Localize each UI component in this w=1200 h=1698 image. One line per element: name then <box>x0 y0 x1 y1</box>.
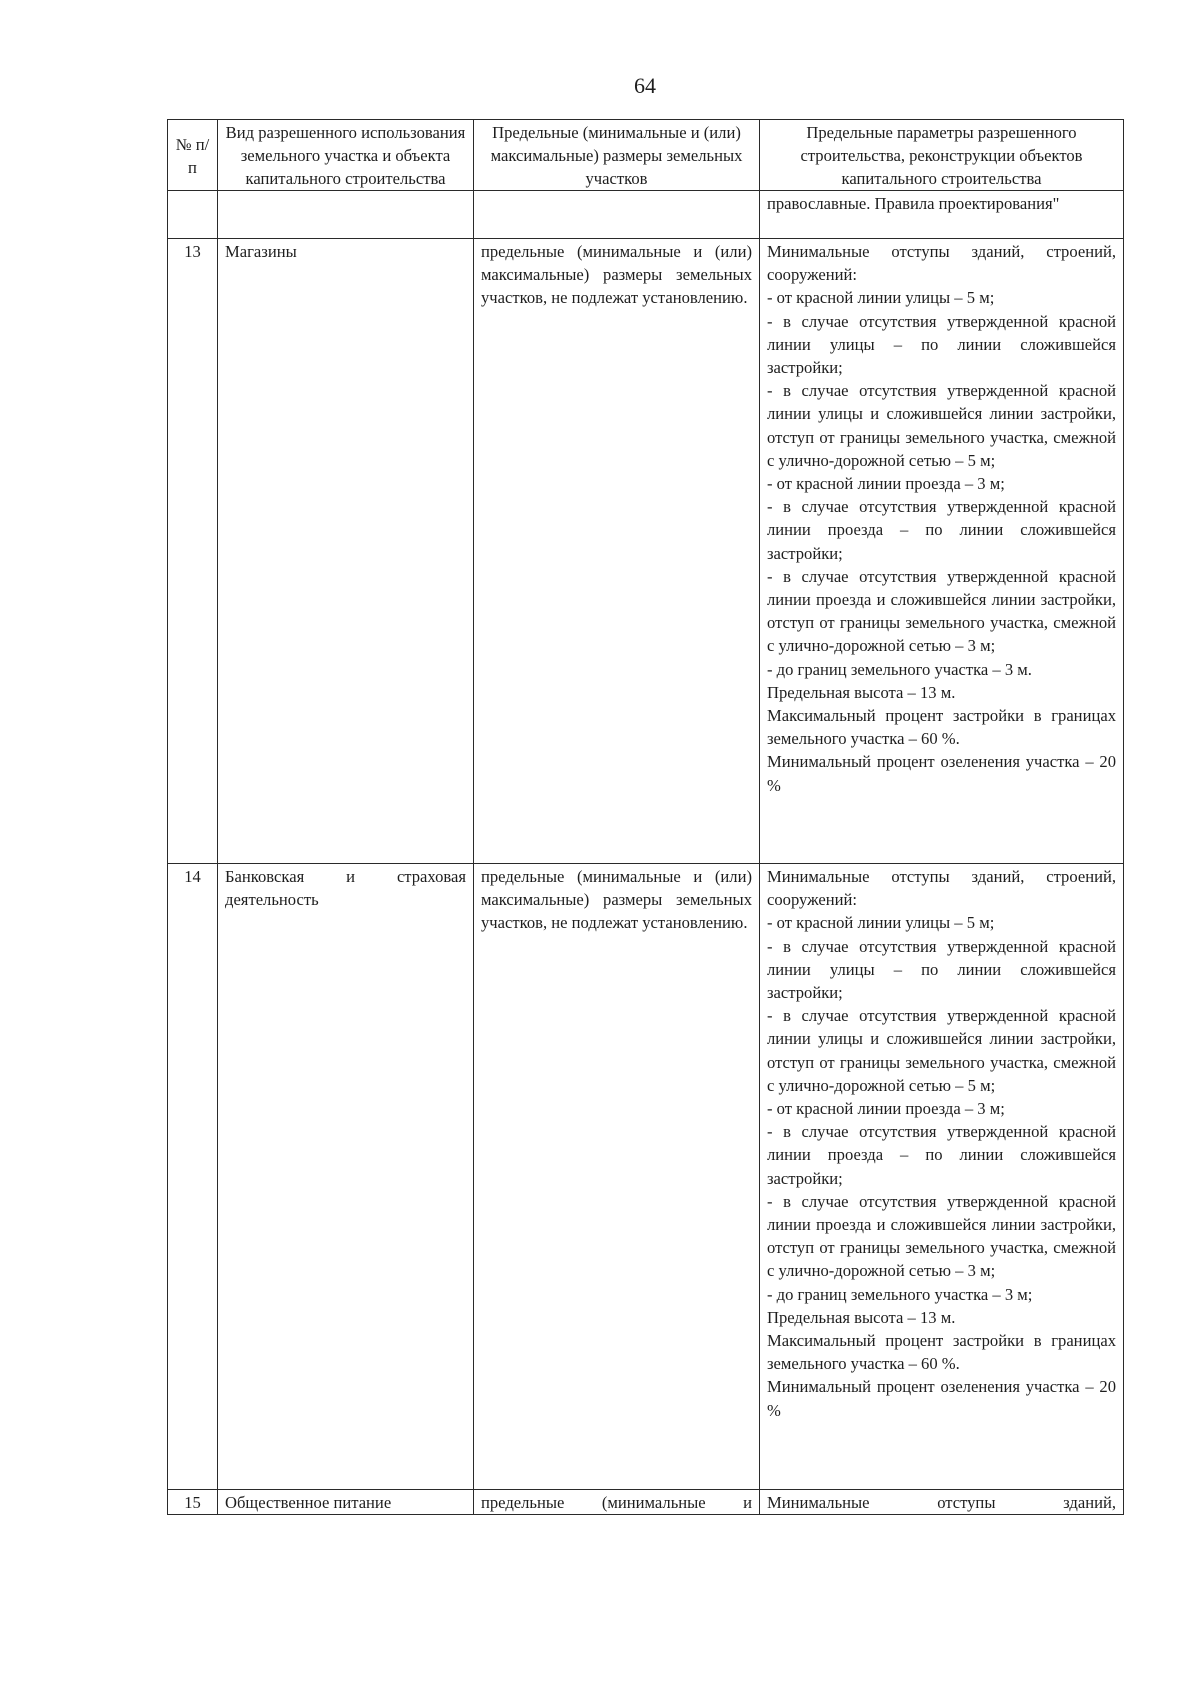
cell-empty <box>168 191 218 239</box>
params-line: Предельная высота – 13 м. <box>767 682 956 702</box>
cell-num: 14 <box>168 864 218 1490</box>
params-line: Предельная высота – 13 м. <box>767 1307 956 1327</box>
zoning-parameters-table <box>167 119 1124 1515</box>
header-num: № п/п <box>168 120 218 191</box>
table-row <box>168 239 1124 864</box>
cell-sizes: предельные (минимальные и <box>474 1490 760 1515</box>
params-line: - от красной линии улицы – 5 м; <box>767 913 995 933</box>
params-line: Максимальный процент застройки в границах земельного участка – 60 %. <box>767 706 1116 749</box>
cell-sizes: предельные (минимальные и (или) максимальные) размеры земельных участков, не подлежат установлению. <box>474 239 760 864</box>
cell-num: 15 <box>168 1490 218 1515</box>
params-line: - в случае отсутствия утвержденной красной линии проезда – по линии сложившейся застройки; <box>767 497 1116 563</box>
params-line: Минимальный процент озеленения участка – 20 % <box>767 752 1116 795</box>
params-line: - от красной линии проезда – 3 м; <box>767 1099 1005 1119</box>
cell-params <box>760 864 1124 1490</box>
table-row <box>168 1490 1124 1515</box>
params-line: - в случае отсутствия утвержденной красной линии улицы – по линии сложившейся застройки; <box>767 936 1116 1003</box>
params-line: Максимальный процент застройки в границах земельного участка – 60 %. <box>767 1331 1116 1374</box>
cell-type: Магазины <box>218 239 474 864</box>
params-line: - от красной линии улицы – 5 м; <box>767 288 995 308</box>
cell-sizes: предельные (минимальные и (или) максимальные) размеры земельных участков, не подлежат установлению. <box>474 864 760 1490</box>
params-line: Минимальные отступы зданий, строений, сооружений: <box>767 867 1116 910</box>
table-row-continuation <box>168 191 1124 239</box>
cell-type: Банковская и страховая деятельность <box>218 864 474 1490</box>
cell-empty <box>474 191 760 239</box>
header-sizes: Предельные (минимальные и (или) максимальные) размеры земельных участков <box>474 120 760 191</box>
page-number: 64 <box>634 73 656 98</box>
table-header-row <box>168 120 1124 191</box>
cell-num: 13 <box>168 239 218 864</box>
params-line: - до границ земельного участка – 3 м; <box>767 1284 1033 1304</box>
cell-params <box>760 239 1124 864</box>
params-line: - до границ земельного участка – 3 м. <box>767 659 1032 679</box>
cell-params: Минимальные отступы зданий, <box>760 1490 1124 1515</box>
params-line: - в случае отсутствия утвержденной красной линии проезда и сложившейся линии застройки, отступ от границы земельного участка, смежной с улично-дорожной сетью – 3 м; <box>767 1191 1116 1281</box>
cell-params-continuation: православные. Правила проектирования" <box>760 191 1124 239</box>
header-type: Вид разрешенного использования земельного участка и объекта капитального строительства <box>218 120 474 191</box>
params-line: Минимальные отступы зданий, строений, сооружений: <box>767 242 1116 285</box>
params-line: - в случае отсутствия утвержденной красной линии улицы и сложившейся линии застройки, отступ от границы земельного участка, смежной с улично-дорожной сетью – 5 м; <box>767 381 1116 470</box>
params-line: - в случае отсутствия утвержденной красной линии проезда и сложившейся линии застройки, отступ от границы земельного участка, смежной с улично-дорожной сетью – 3 м; <box>767 566 1116 656</box>
params-line: - от красной линии проезда – 3 м; <box>767 474 1005 494</box>
cell-type: Общественное питание <box>218 1490 474 1515</box>
params-line: - в случае отсутствия утвержденной красной линии улицы – по линии сложившейся застройки; <box>767 311 1116 378</box>
cell-empty <box>218 191 474 239</box>
header-params: Предельные параметры разрешенного строительства, реконструкции объектов капитального строительства <box>760 120 1124 191</box>
params-line: Минимальный процент озеленения участка – 20 % <box>767 1377 1116 1420</box>
table-row <box>168 864 1124 1490</box>
params-line: - в случае отсутствия утвержденной красной линии улицы и сложившейся линии застройки, отступ от границы земельного участка, смежной с улично-дорожной сетью – 5 м; <box>767 1006 1116 1095</box>
params-line: - в случае отсутствия утвержденной красной линии проезда – по линии сложившейся застройки; <box>767 1122 1116 1188</box>
